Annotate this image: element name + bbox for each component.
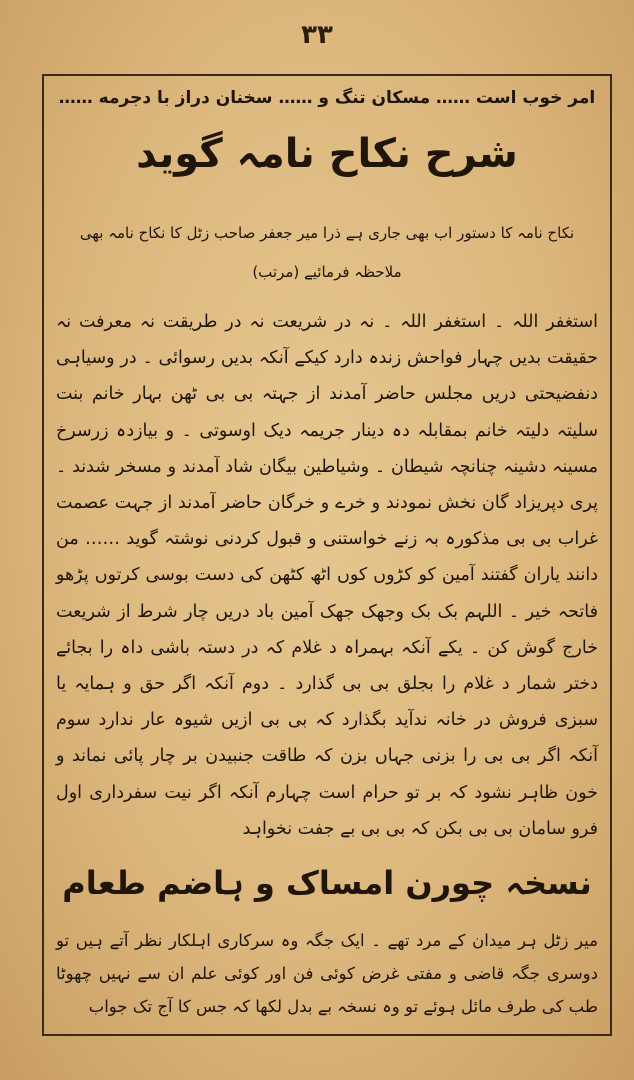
main-title: شرح نکاح نامہ گوید — [136, 131, 518, 177]
section-title: نسخہ چورن امساک و ہاضم طعام — [62, 864, 592, 902]
subtitle-note: نکاح نامہ کا دستور اب بھی جاری ہے ذرا میر جعفر صاحب زٹل کا نکاح نامہ بھی ملاحظہ فرمائیے (مرتب) — [79, 224, 575, 281]
footer-paragraph: میر زٹل ہر میدان کے مرد تھے ۔ ایک جگہ وہ سرکاری اہلکار نظر آتے ہیں تو دوسری جگہ قاضی و مفتی غرض کوئی فن اور کوئی علم ان سے نہیں چھوٹا طب کی طرف مائل ہوئے تو وہ نسخہ بے بدل لکھا کہ جس کا آج تک جواب — [56, 931, 598, 1016]
body-paragraph: استغفر اللہ ۔ استغفر اللہ ۔ نہ در شریعت نہ در طریقت نہ معرفت نہ حقیقت بدیں چہار فواحش زندہ دارد کیکے آنکہ بدیں رسوائی ۔ در وسیاہی دنفضیحتی دریں مجلس حاضر آمدند از جہتہ بی بی ٹھن بہار خانم بنت سلیتہ دلیتہ خانم بمقابلہ دہ دینار جریمہ دیک اوسوتی ۔ و بیازدہ زرسرخ مسینہ دشینہ چنانچہ شیطان ۔ وشیاطین بیگان شاد آمدند و مسخر شدند ۔ پری دپریزاد گان نخش نمودند و خرے و خرگان حاضر آمدند از جہت عصمت غراب بی بی مذکورہ بہ زنے خواستنی و قبول کردنی نوشتہ گوید …… من دانند یاران گفتند آمین کو کڑوں کوں اٹھ کٹھن کی دست بوسی کرتوں پڑھو فاتحہ خیر ۔ اللہم بک بک وجھک جھک آمین باد دریں چار شرط از شریعت خارج گوش کن ۔ یکے آنکہ بہمراہ د غلام کہ در دستہ باشی داہ را بجائے دختر شمار د غلام را بجلق بی بی گذارد ۔ دوم آنکہ اگر حق و ہمایہ یا سبزی فروش در خانہ ندآید بگذارد کہ بی بی ازیں شیوہ عار ندارد سوم آنکہ اگر بی بی را بزنی جہاں بزن کہ طاقت جنبیدن بر چار پائی نماند و خون ظاہر نشود کہ بر تو حرام است چہارم آنکہ اگر نیت سفرداری اول فرو سامان بی بی بکن کہ بی بی بے جفت نخواہد — [56, 312, 598, 839]
text-frame — [42, 74, 612, 1036]
header-line: امر خوب است …… مسکان تنگ و …… سخنان دراز با دجرمه …… — [58, 88, 596, 108]
page-number: ۳۳ — [301, 20, 333, 50]
